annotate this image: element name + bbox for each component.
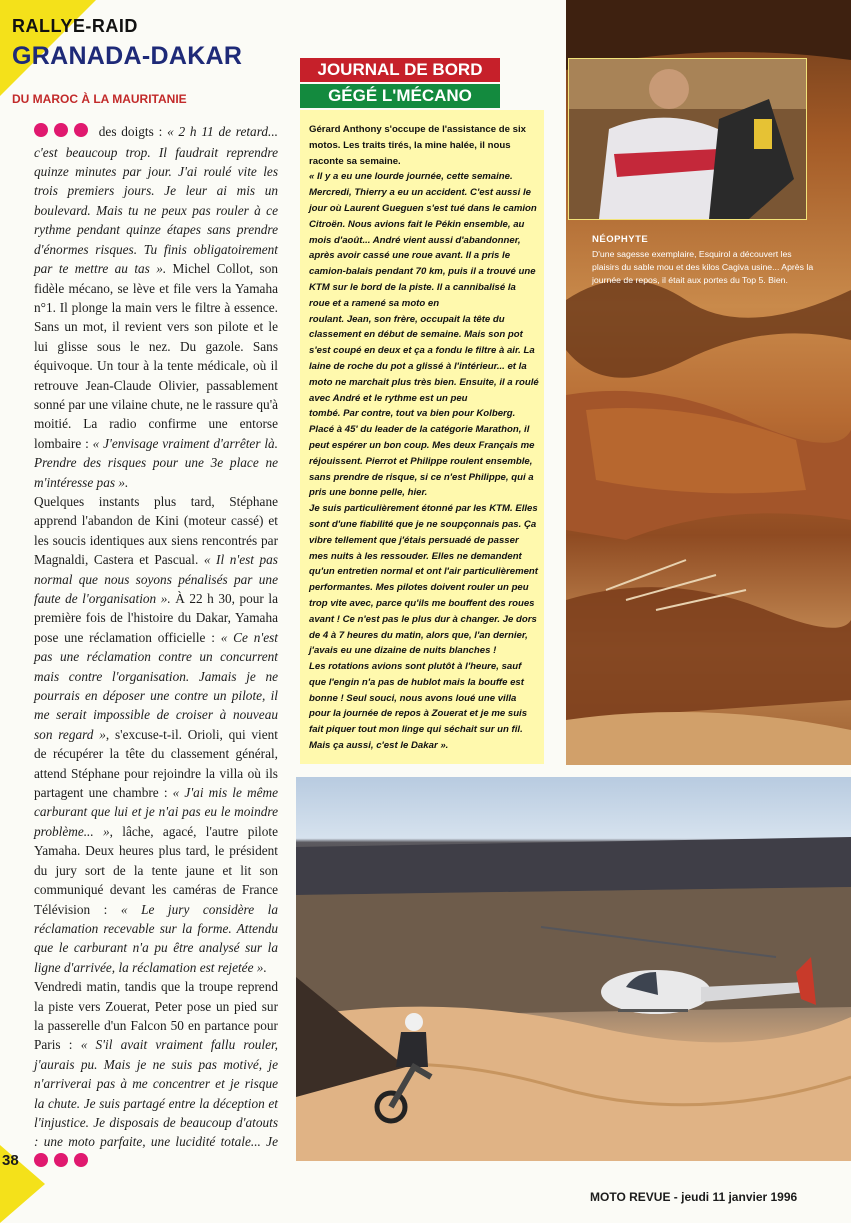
journal-paragraph: Je suis particulièrement étonné par les KTM. Elles sont d'une fiabilité que je ne soupçonnais pas. Ça vibre tellement que j'étais persuadé de passer mes nuits à les ressouder. Elles ne demandent qu'un entretien normal et ont l'air particulièrement performantes. Mes pilotes doivent rouler un peu trop vite avec, parce qu'ils me bouffent des roues avant ! Ce n'est pas le plus dur à changer. Je dors de 4 à 7 heures du matin, alors que, l'an dernier, j'avais eu une dizaine de nuits blanches ! — [309, 503, 538, 657]
publication-footer: MOTO REVUE - jeudi 11 janvier 1996 — [590, 1190, 798, 1204]
bullet-dot-icon — [54, 1153, 68, 1167]
bullet-dot-icon — [74, 123, 88, 137]
photo-caption-title: NÉOPHYTE — [592, 234, 649, 245]
text-run: Quelques instants plus tard, Stéphane apprend l'abandon de Kini (moteur cassé) et les soucis identiques aux siens rencontrés par Magnaldi, Castera et Pascual. — [34, 493, 278, 568]
article-paragraph — [34, 977, 278, 1172]
quote-run: « Il n'est pas normal que nous soyons pénalisés par une faute de l'organisation ». — [34, 552, 278, 606]
helicopter-desert-photo — [296, 777, 851, 1161]
journal-intro: Gérard Anthony s'occupe de l'assistance de six motos. Les traits tirés, la mine halée, il nous raconte sa semaine. — [309, 124, 526, 167]
helicopter-scene-illustration — [296, 777, 851, 1161]
journal-subheading: GÉGÉ L'MÉCANO — [300, 84, 500, 108]
journal-paragraph: Les rotations avions sont plutôt à l'heure, sauf que l'engin n'a pas de hublot mais la bouffe est bonne ! Seul souci, nous avons loué une villa pour la journée de repos à Zouerat et je me suis fait piquer tout mon linge qui séchait sur un fil. Mais ça aussi, c'est le Dakar ». — [309, 661, 528, 752]
quote-run: « J'ai mis le même carburant que lui et je n'ai pas eu le moindre problème... » — [34, 785, 278, 839]
bullet-dots — [34, 123, 94, 142]
bullet-dot-icon — [54, 123, 68, 137]
page-number: 38 — [2, 1152, 19, 1169]
text-run: À 22 h 30, pour la première fois de l'histoire du Dakar, Yamaha pose une réclamation officielle : — [34, 591, 278, 645]
journal-paragraph: « Il y a eu une lourde journée, cette semaine. Mercredi, Thierry a eu un accident. C'est aussi le jour où Laurent Gueguen s'est tué dans le camion Citroën. Nous avions fait le Pékin ensemble, au mois d'août... André vient aussi d'abandonner, après avoir cassé une roue avant. Il a pris le camion-balais pendant 70 km, puis il a trouvé une KTM sur le bord de la piste. Il a cannibalisé la roue et a ramené sa moto en — [309, 171, 537, 309]
quote-run: « J'envisage vraiment d'arrêter là. Prendre des risques pour une 3e place ne m'intéresse pas ». — [34, 435, 278, 490]
journal-heading: JOURNAL DE BORD — [300, 58, 500, 82]
journal-text — [309, 122, 539, 754]
quote-run: « Le jury considère la réclamation recevable sur la forme. Attendu que le carburant n'a pu être analysé sur la ligne d'arrivée, la réclamation est rejetée ». — [34, 901, 278, 975]
text-run: Michel Collot, son fidèle mécano, se lève et file vers la Yamaha n°1. Il plonge la main vers le filtre à essence. Sans un mot, il revient vers son pilote et le lui glisse sous le nez. Du gazole. Sans équivoque. Un tour à la tente médicale, où il retrouve Jean-Claude Olivier, passablement sonné par une vilaine chute, ne le rassure qu'à moitié. La radio confirme une entorse lombaire : — [34, 261, 278, 451]
rider-portrait-photo — [568, 58, 807, 220]
rider-illustration — [569, 59, 806, 219]
journal-paragraph: roulant. Jean, son frère, occupait la tête du classement en début de semaine. Mais son pot s'est coupé en deux et ça a fondu le filtre à air. La laine de roche du pot a glissé à l'intérieur... et la moto ne marchait plus très bien. Ensuite, il a roulé avec André et le rythme est un peu — [309, 313, 539, 404]
article-paragraph — [34, 492, 278, 977]
photo-caption: D'une sagesse exemplaire, Esquirol a découvert les plaisirs du sable mou et des kilos Cagiva usine... Après la journée de repos, il était aux portes du Top 5. Bien. — [592, 249, 814, 285]
bullet-dots — [34, 1153, 94, 1172]
section-label: RALLYE-RAID — [12, 16, 138, 36]
page-title: GRANADA-DAKAR — [12, 42, 243, 70]
text-run: Vendredi matin, tandis que la troupe reprend la piste vers Zouerat, Peter pose un pied sur la passerelle d'un Falcon 50 en partance pour Paris : — [34, 979, 278, 1053]
bullet-dot-icon — [34, 123, 48, 137]
quote-run: « 2 h 11 de retard... c'est beaucoup trop. Il faudrait reprendre quinze minutes par jour. J'ai roulé vite les trois premiers jours. Je leur ai mis un boulevard. Mais tu ne peux pas rouler à ce rythme pendant quinze étapes sans prendre d'énormes risques. Tu finis obligatoirement par te mettre au tas ». — [34, 124, 278, 277]
bullet-dot-icon — [74, 1153, 88, 1167]
bullet-dot-icon — [34, 1153, 48, 1167]
quote-run: « Ce n'est pas une réclamation contre un concurrent mais contre l'organisation. Jamais je ne pourrais en déposer une contre un pilote, il me serait impossible de croiser à nouveau son regard » — [34, 629, 278, 742]
article-paragraph — [34, 122, 278, 492]
page-subtitle: DU MAROC À LA MAURITANIE — [12, 92, 187, 106]
text-run: , s'excuse-t-il. Orioli, qui vient de récupérer la tête du classement général, attend Stéphane pour rejoindre la villa où ils partagent une chambre : — [34, 726, 278, 801]
text-run: , lâche, agacé, l'autre pilote Yamaha. Deux heures plus tard, le président du jury sort de la tente jaune et lit son communiqué devant les caméras de France Télévision : — [34, 823, 278, 917]
journal-paragraph: tombé. Par contre, tout va bien pour Kolberg. Placé à 45' du leader de la catégorie Marathon, il peut espérer un bon coup. Mes deux Français me réjouissent. Pierrot et Philippe roulent ensemble, sans prendre de risque, si ce n'est Philippe, qui a pris une bonne pelle, hier. — [309, 408, 535, 499]
article-column — [34, 122, 278, 1172]
text-run: des doigts : — [98, 124, 168, 139]
quote-run: « S'il avait vraiment fallu rouler, j'aurais pu. Mais je ne suis pas motivé, je n'arriverai pas à me concentrer et je risque la chute. Je suis partagé entre la déception et l'injustice. Je disposais de beaucoup d'atouts : une moto parfaite, une lucidité totale... Je — [34, 1037, 279, 1150]
